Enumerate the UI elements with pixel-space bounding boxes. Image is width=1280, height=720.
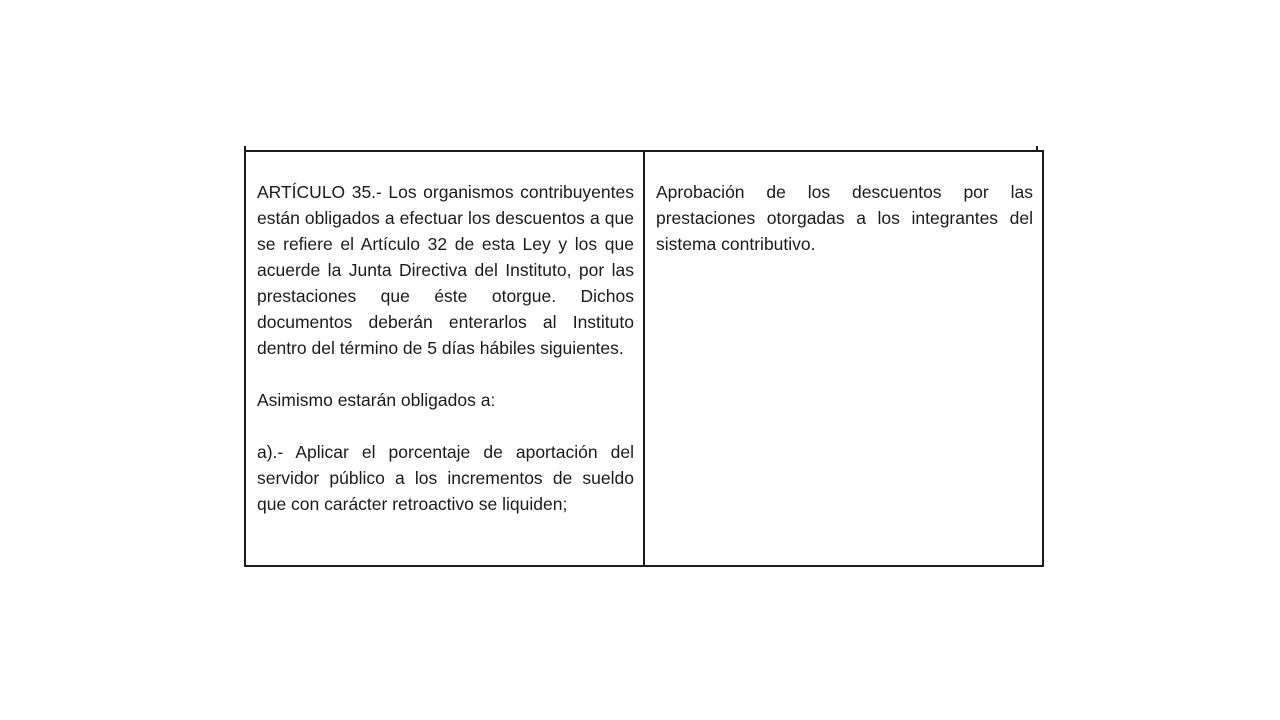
commentary-cell (644, 151, 1043, 566)
article-text-content (246, 152, 643, 517)
law-comparison-table (244, 150, 1044, 567)
obligation-a-paragraph: a).- Aplicar el porcentaje de aportación del servidor público a los incrementos de sueldo que con carácter retroactivo se liquiden; (257, 442, 634, 514)
commentary-content (645, 152, 1042, 257)
article-35-paragraph: ARTÍCULO 35.- Los organismos contribuyentes están obligados a efectuar los descuentos a que se refiere el Artículo 32 de esta Ley y los que acuerde la Junta Directiva del Instituto, por las prestaciones que éste otorgue. Dichos documentos deberán enterarlos al Instituto dentro del término de 5 días hábiles siguientes. (257, 182, 634, 358)
commentary-paragraph: Aprobación de los descuentos por las prestaciones otorgadas a los integrantes del sistema contributivo. (656, 182, 1033, 254)
obligations-intro-paragraph: Asimismo estarán obligados a: (257, 390, 496, 410)
article-text-cell (245, 151, 644, 566)
table-row (245, 151, 1043, 566)
